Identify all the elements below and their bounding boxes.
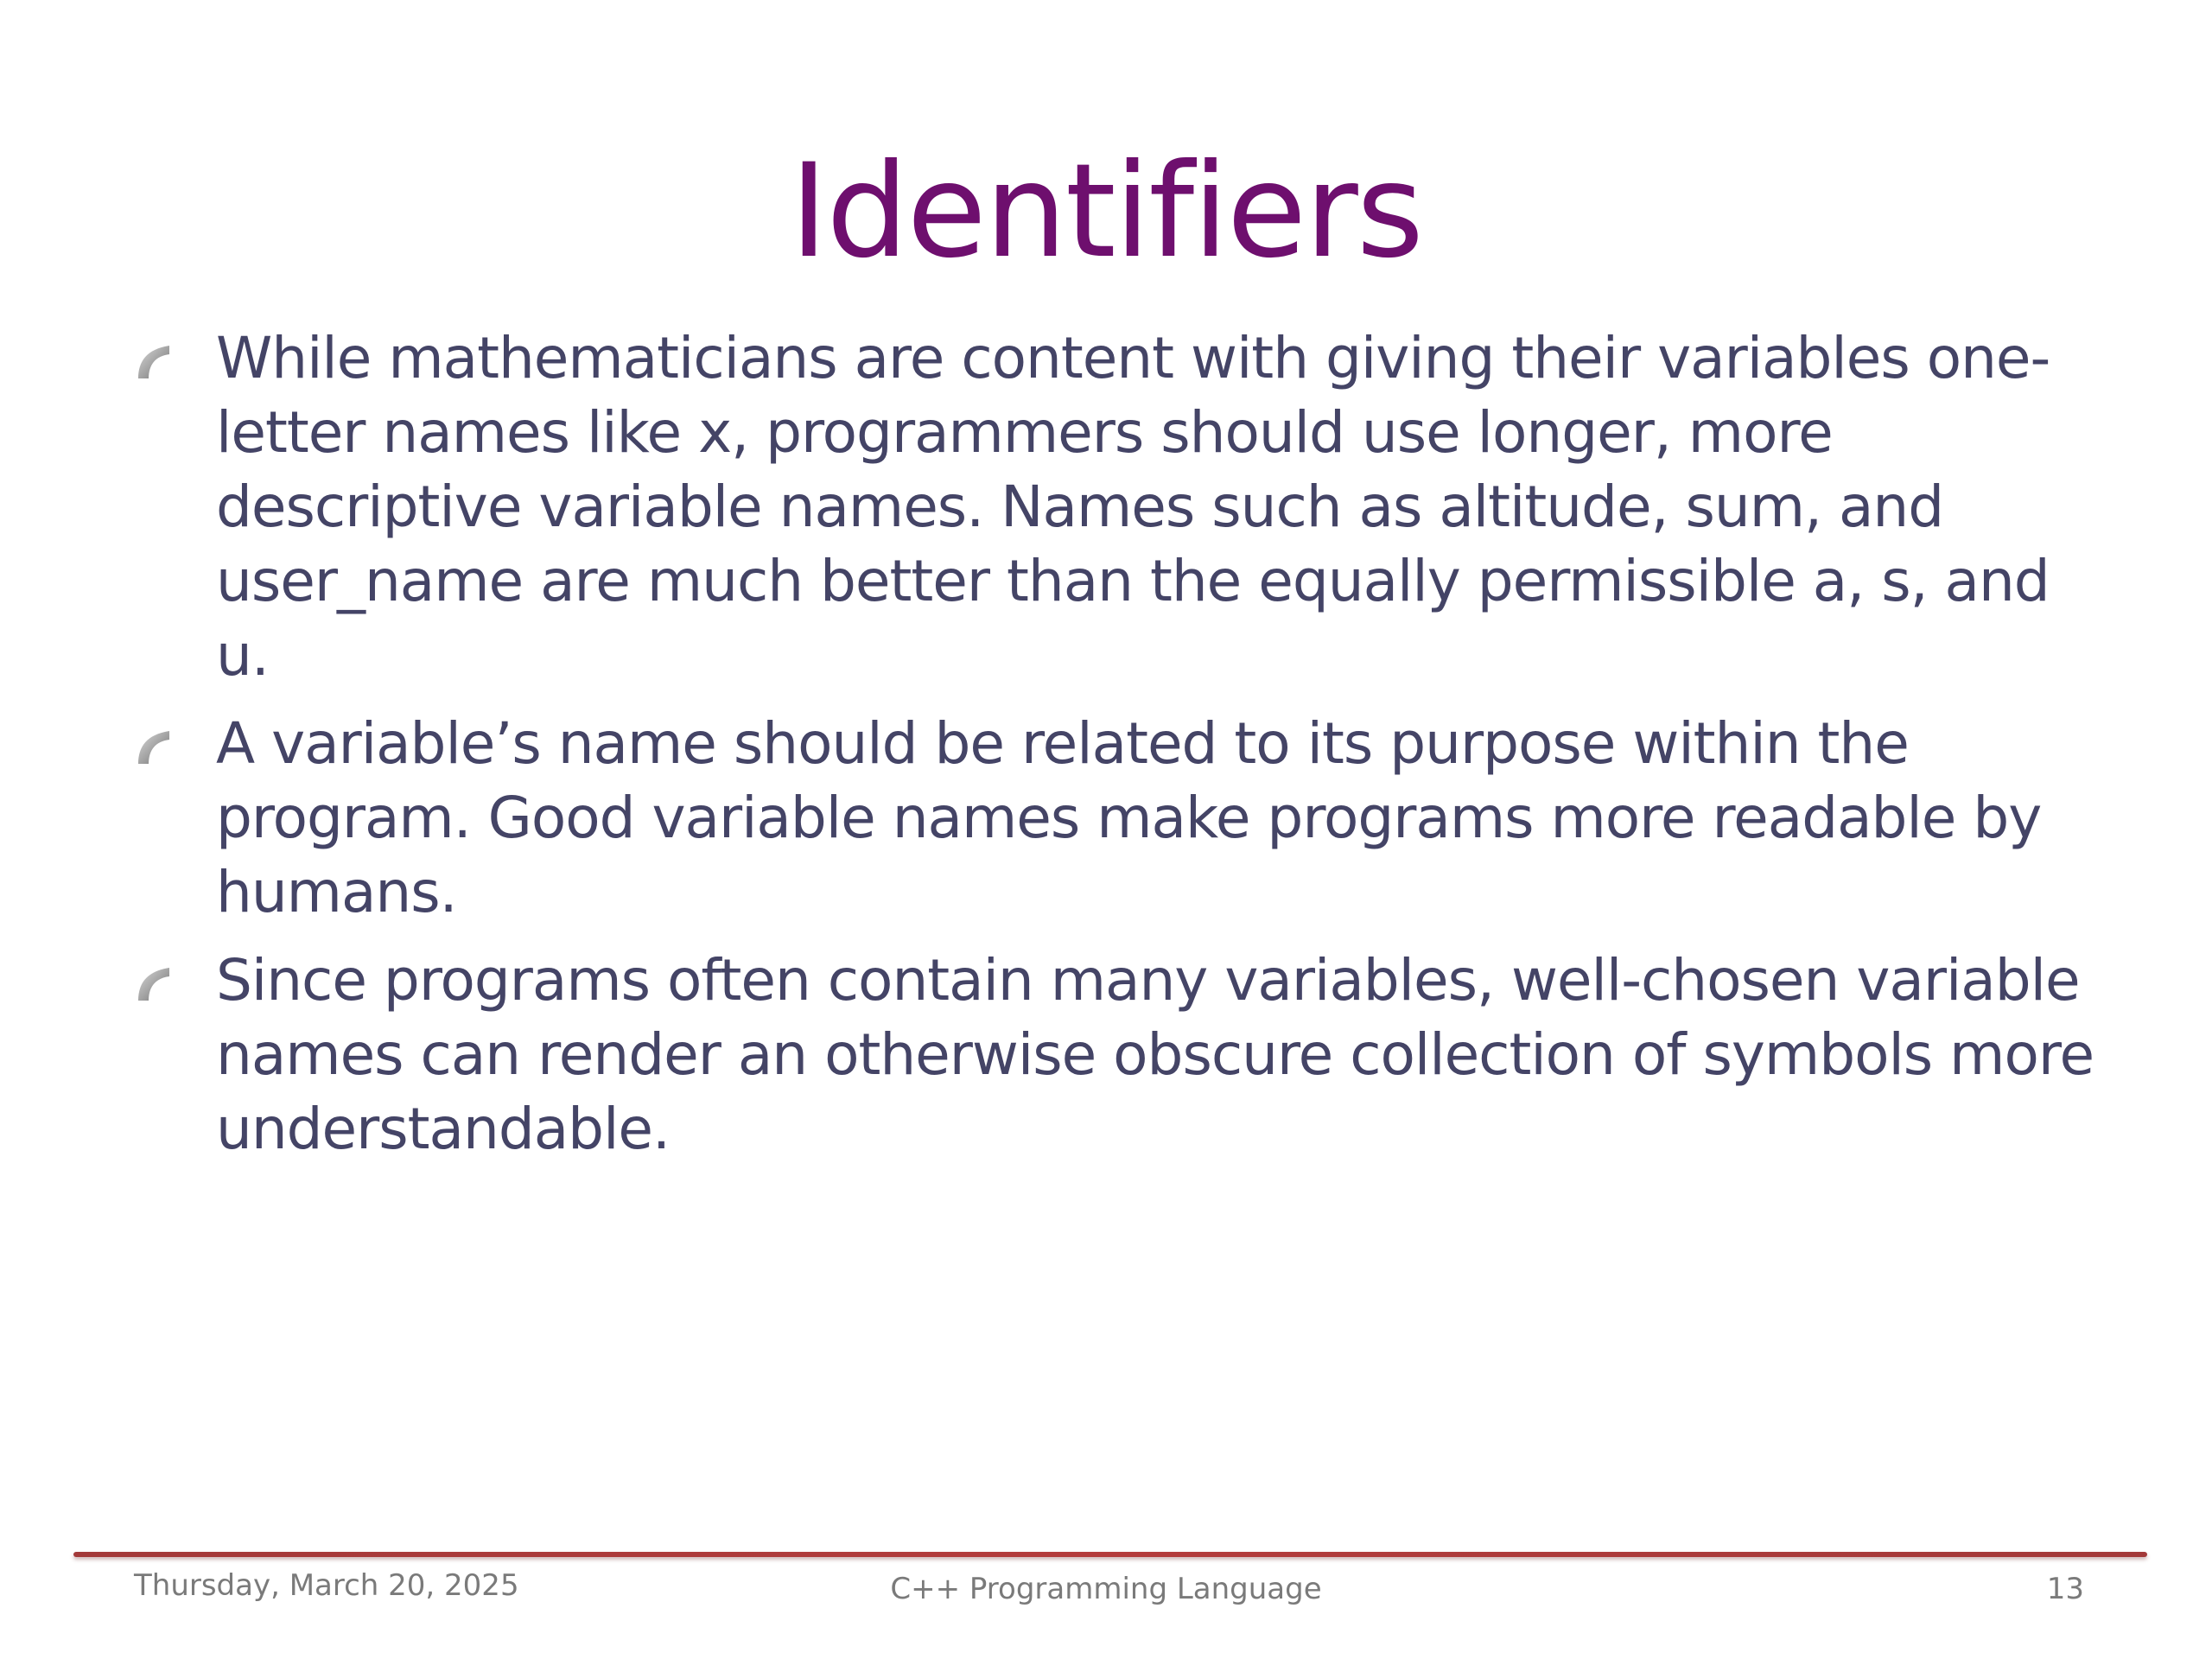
- bullet-text: While mathematicians are content with giving their variables one-letter names like x, programmers should use longer, more descriptive variable names. Names such as altitude, sum, and user_name are much better than the equally permissible a, s, and u.: [216, 325, 2050, 689]
- slide-title: Identifiers: [790, 137, 1422, 287]
- bullet-text: Since programs often contain many variables, well-chosen variable names can render an otherwise obscure collection of symbols more understandable.: [216, 947, 2094, 1162]
- footer-page-number: 13: [2046, 1572, 2084, 1606]
- curl-bullet-icon: [131, 963, 173, 1004]
- curl-bullet-icon: [131, 726, 173, 767]
- bullet-text: A variable’s name should be related to its purpose within the program. Good variable names make programs more readable by humans.: [216, 710, 2042, 925]
- footer-divider: [73, 1552, 2147, 1557]
- bullet-list: [130, 321, 2117, 1180]
- bullet-item: [130, 707, 2117, 930]
- curl-bullet-icon: [131, 340, 173, 382]
- bullet-item: [130, 944, 2117, 1166]
- footer-course-title: C++ Programming Language: [890, 1572, 1322, 1606]
- footer-date: Thursday, March 20, 2025: [134, 1568, 519, 1603]
- bullet-item: [130, 321, 2117, 693]
